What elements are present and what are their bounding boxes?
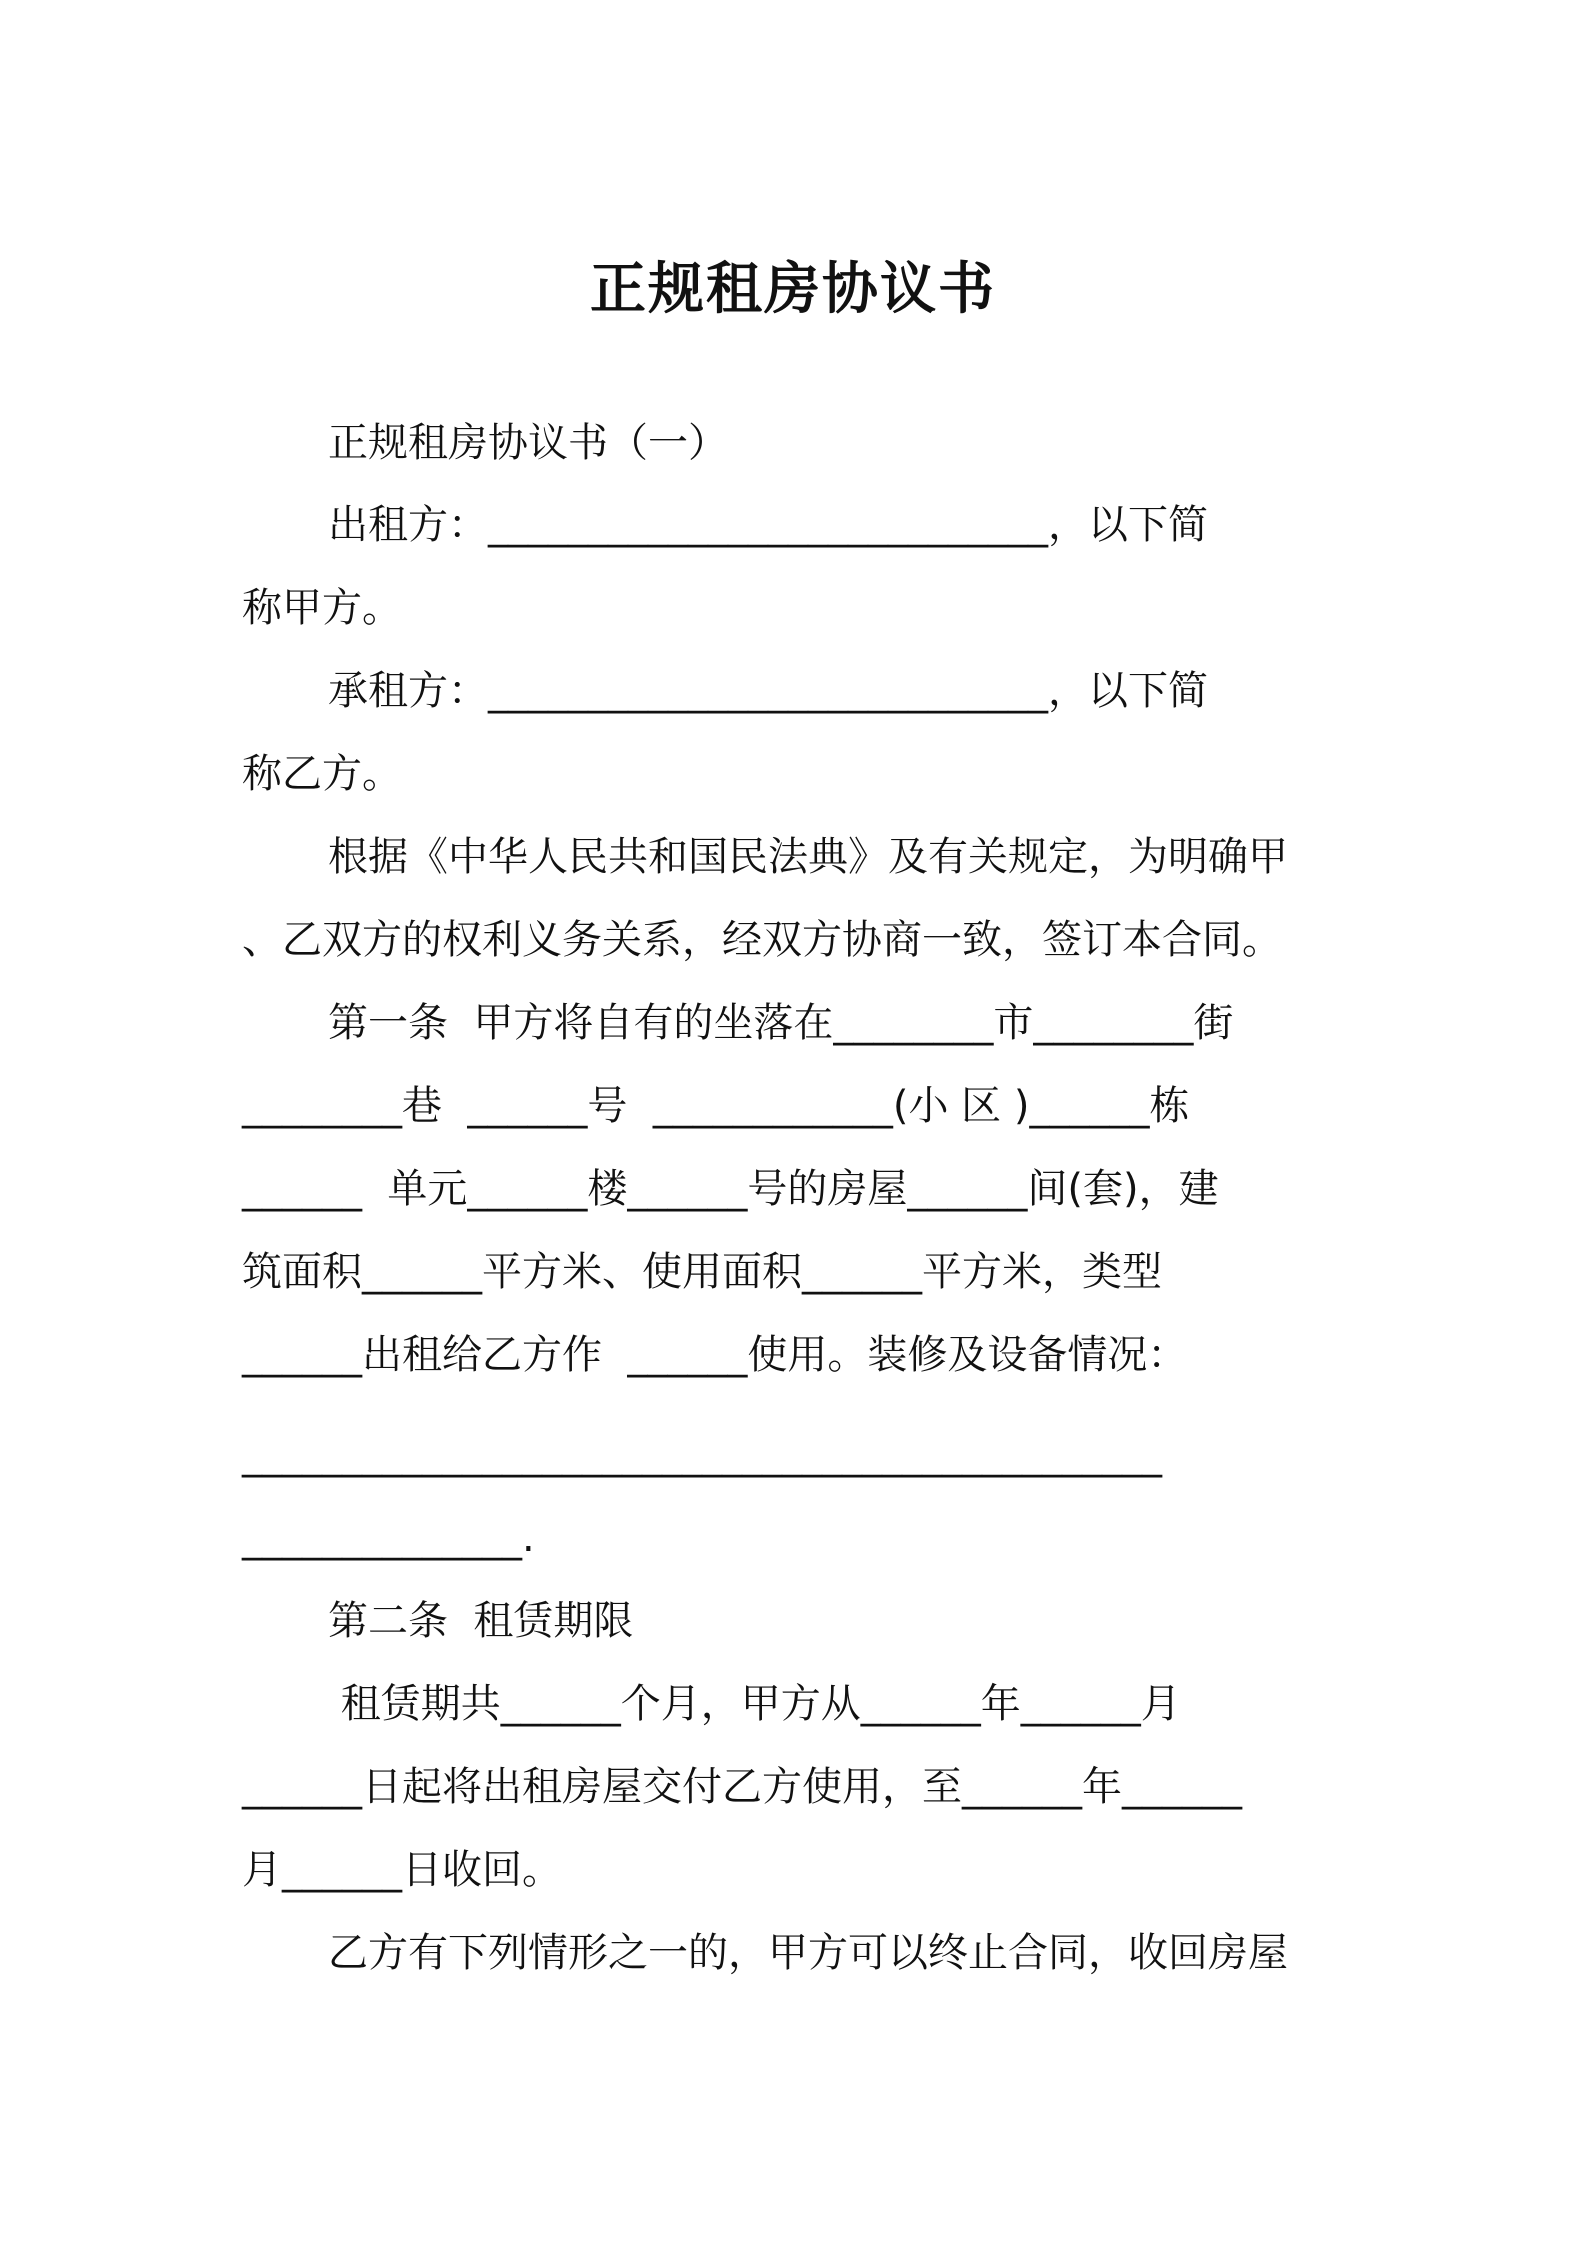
section-heading: 正规租房协议书（一）: [328, 420, 728, 466]
article-2-line-3: 月______日收回。: [242, 1847, 562, 1893]
lessor-line: 出租方：____________________________，以下简: [328, 502, 1208, 548]
article-1-line-5: ______出租给乙方作 ______使用。装修及设备情况：: [242, 1332, 1188, 1378]
preamble-line: 根据《中华人民共和国民法典》及有关规定，为明确甲: [328, 834, 1288, 880]
article-1-line-2: ________巷 ______号 ____________(小 区 )______栋: [242, 1083, 1190, 1129]
article-2-line-1: 租赁期共______个月，甲方从______年______月: [328, 1681, 1181, 1727]
preamble-line-cont: 、乙双方的权利义务关系，经双方协商一致，签订本合同。: [242, 917, 1282, 963]
article-1-line-1: 第一条 甲方将自有的坐落在________市________街: [328, 1000, 1234, 1046]
article-2-line-2: ______日起将出租房屋交付乙方使用，至______年______: [242, 1764, 1242, 1810]
article-1-line-6: ______________________________________________: [242, 1432, 1162, 1478]
article-1-line-7: ______________.: [242, 1515, 535, 1561]
article-1-line-4: 筑面积______平方米、使用面积______平方米，类型: [242, 1249, 1162, 1295]
article-2-heading: 第二条 租赁期限: [328, 1598, 634, 1644]
document-title: 正规租房协议书: [590, 257, 996, 322]
article-1-line-3: ______ 单元______楼______号的房屋______间(套)，建: [242, 1166, 1219, 1212]
lessee-line: 承租方：____________________________，以下简: [328, 668, 1208, 714]
lessee-line-cont: 称乙方。: [242, 751, 402, 797]
termination-line: 乙方有下列情形之一的，甲方可以终止合同，收回房屋: [328, 1930, 1288, 1976]
lessor-line-cont: 称甲方。: [242, 585, 402, 631]
